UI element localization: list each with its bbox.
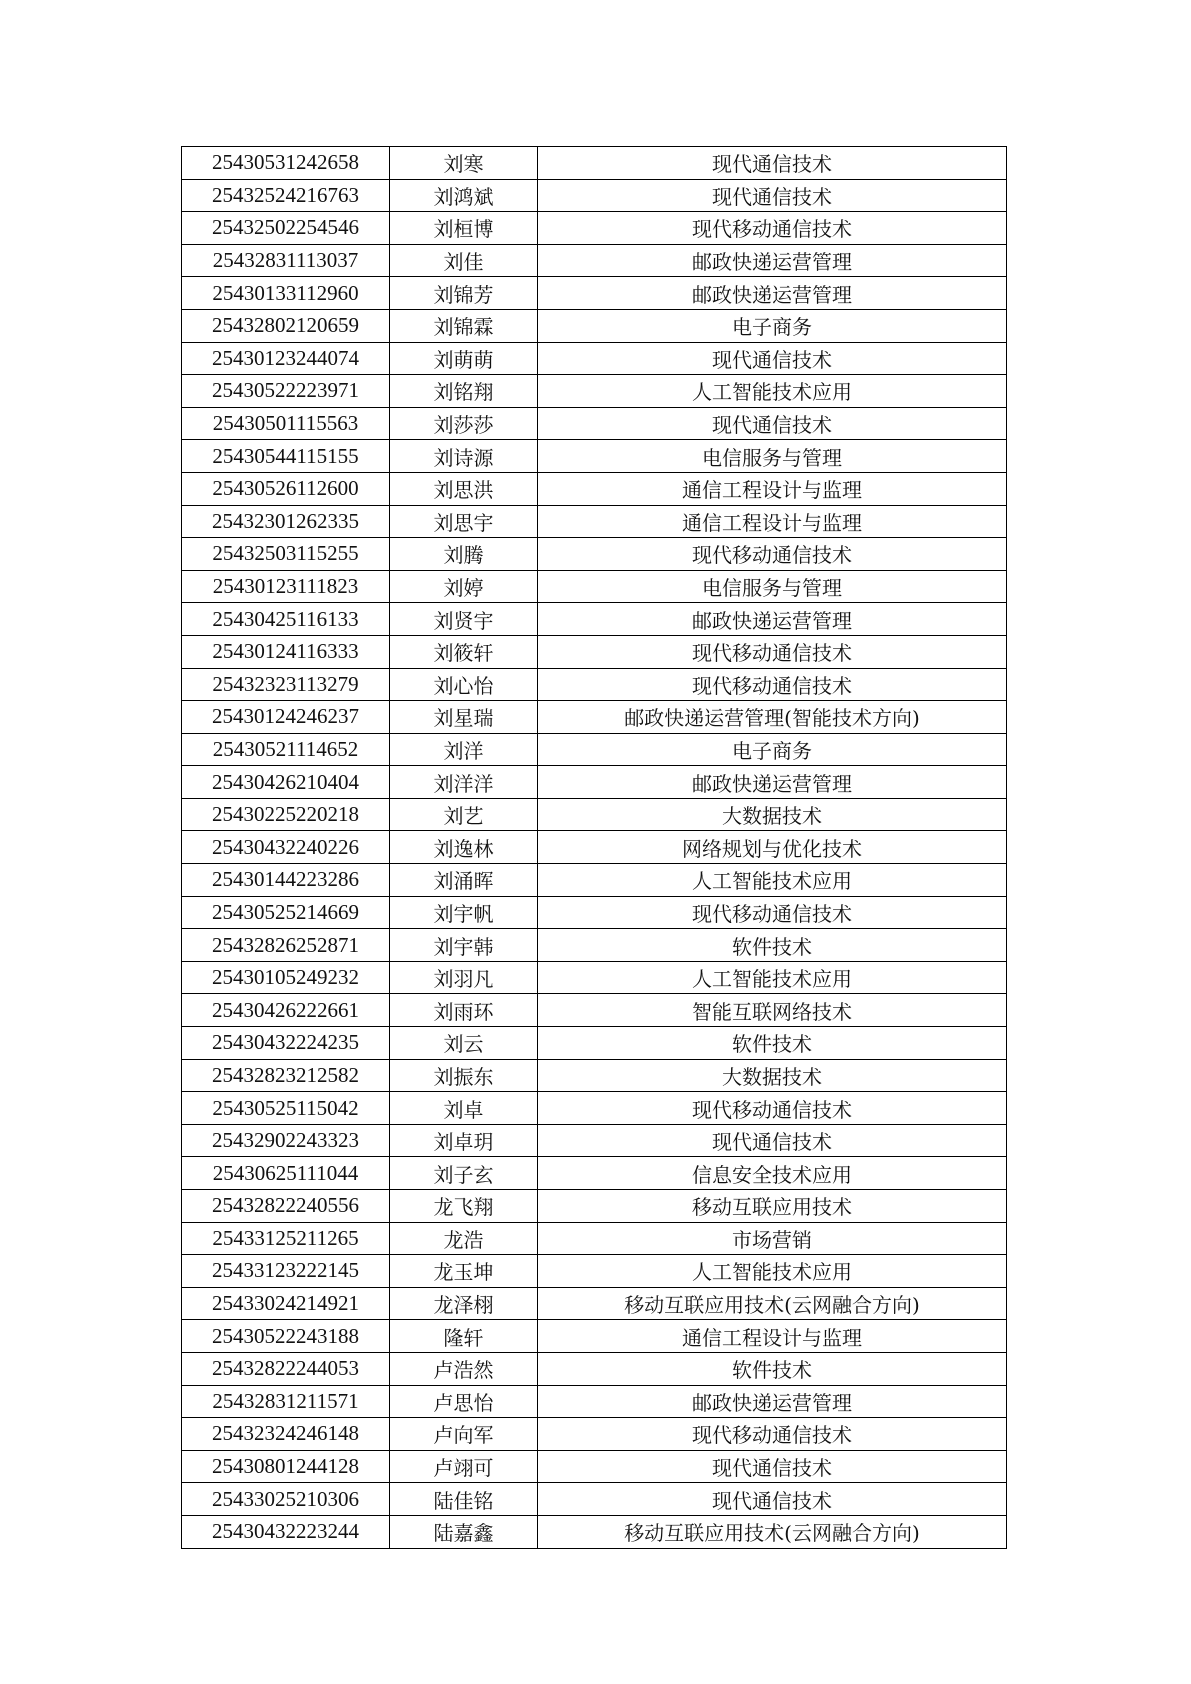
major-cell: 现代通信技术 (538, 1124, 1007, 1157)
student-name-cell: 陆嘉鑫 (390, 1515, 538, 1548)
table-row (182, 1418, 1007, 1451)
major-cell: 电子商务 (538, 309, 1007, 342)
table-row (182, 961, 1007, 994)
table-row (182, 1157, 1007, 1190)
candidate-number-cell: 25433025210306 (182, 1483, 390, 1516)
student-name-cell: 隆轩 (390, 1320, 538, 1353)
major-cell: 软件技术 (538, 929, 1007, 962)
candidate-number-cell: 25432826252871 (182, 929, 390, 962)
student-name-cell: 刘诗源 (390, 440, 538, 473)
table-row (182, 1483, 1007, 1516)
candidate-number-cell: 25430105249232 (182, 961, 390, 994)
candidate-number-cell: 25432902243323 (182, 1124, 390, 1157)
major-cell: 网络规划与优化技术 (538, 831, 1007, 864)
major-cell: 人工智能技术应用 (538, 961, 1007, 994)
major-cell: 移动互联应用技术(云网融合方向) (538, 1515, 1007, 1548)
major-cell: 邮政快递运营管理 (538, 277, 1007, 310)
candidate-number-cell: 25430521114652 (182, 733, 390, 766)
major-cell: 现代通信技术 (538, 179, 1007, 212)
student-name-cell: 刘筱轩 (390, 635, 538, 668)
major-cell: 现代移动通信技术 (538, 1092, 1007, 1125)
student-name-cell: 刘萌萌 (390, 342, 538, 375)
table-row (182, 1320, 1007, 1353)
candidate-number-cell: 25430501115563 (182, 407, 390, 440)
student-name-cell: 刘振东 (390, 1059, 538, 1092)
candidate-number-cell: 25430425116133 (182, 603, 390, 636)
major-cell: 软件技术 (538, 1352, 1007, 1385)
table-row (182, 1092, 1007, 1125)
table-row (182, 635, 1007, 668)
major-cell: 信息安全技术应用 (538, 1157, 1007, 1190)
candidate-number-cell: 25433123222145 (182, 1255, 390, 1288)
table-row (182, 505, 1007, 538)
student-name-cell: 陆佳铭 (390, 1483, 538, 1516)
table-row (182, 896, 1007, 929)
student-name-cell: 卢翊可 (390, 1450, 538, 1483)
major-cell: 软件技术 (538, 1027, 1007, 1060)
student-name-cell: 刘佳 (390, 244, 538, 277)
student-name-cell: 刘宇韩 (390, 929, 538, 962)
major-cell: 邮政快递运营管理(智能技术方向) (538, 701, 1007, 734)
student-name-cell: 刘鸿斌 (390, 179, 538, 212)
table-row (182, 1385, 1007, 1418)
candidate-number-cell: 25430432223244 (182, 1515, 390, 1548)
major-cell: 智能互联网络技术 (538, 994, 1007, 1027)
candidate-number-cell: 25432802120659 (182, 309, 390, 342)
table-row (182, 929, 1007, 962)
table-row (182, 603, 1007, 636)
major-cell: 现代移动通信技术 (538, 538, 1007, 571)
candidate-number-cell: 25430432240226 (182, 831, 390, 864)
major-cell: 大数据技术 (538, 1059, 1007, 1092)
student-name-cell: 龙飞翔 (390, 1190, 538, 1223)
major-cell: 人工智能技术应用 (538, 375, 1007, 408)
candidate-number-cell: 25430426222661 (182, 994, 390, 1027)
candidate-number-cell: 25432822244053 (182, 1352, 390, 1385)
major-cell: 现代移动通信技术 (538, 635, 1007, 668)
major-cell: 通信工程设计与监理 (538, 1320, 1007, 1353)
candidate-number-cell: 25430225220218 (182, 798, 390, 831)
student-name-cell: 刘云 (390, 1027, 538, 1060)
candidate-number-cell: 25430522223971 (182, 375, 390, 408)
student-name-cell: 刘腾 (390, 538, 538, 571)
candidate-number-cell: 25430526112600 (182, 472, 390, 505)
candidate-number-cell: 25432524216763 (182, 179, 390, 212)
candidate-number-cell: 25432831113037 (182, 244, 390, 277)
candidate-number-cell: 25430123111823 (182, 570, 390, 603)
major-cell: 现代通信技术 (538, 1483, 1007, 1516)
major-cell: 现代通信技术 (538, 407, 1007, 440)
table-row (182, 375, 1007, 408)
table-row (182, 1515, 1007, 1548)
table-row (182, 244, 1007, 277)
student-name-cell: 龙浩 (390, 1222, 538, 1255)
student-name-cell: 刘心怡 (390, 668, 538, 701)
major-cell: 大数据技术 (538, 798, 1007, 831)
table-row (182, 1450, 1007, 1483)
major-cell: 现代通信技术 (538, 147, 1007, 180)
major-cell: 通信工程设计与监理 (538, 472, 1007, 505)
candidate-number-cell: 25432823212582 (182, 1059, 390, 1092)
table-row (182, 701, 1007, 734)
major-cell: 现代通信技术 (538, 1450, 1007, 1483)
candidate-number-cell: 25432324246148 (182, 1418, 390, 1451)
candidate-number-cell: 25430544115155 (182, 440, 390, 473)
table-row (182, 342, 1007, 375)
candidate-number-cell: 25430426210404 (182, 766, 390, 799)
student-name-cell: 刘贤宇 (390, 603, 538, 636)
candidate-number-cell: 25430124116333 (182, 635, 390, 668)
student-name-cell: 卢浩然 (390, 1352, 538, 1385)
candidate-number-cell: 25432301262335 (182, 505, 390, 538)
major-cell: 现代移动通信技术 (538, 212, 1007, 245)
table-row (182, 472, 1007, 505)
student-name-cell: 刘思宇 (390, 505, 538, 538)
candidate-number-cell: 25430531242658 (182, 147, 390, 180)
major-cell: 电信服务与管理 (538, 570, 1007, 603)
candidate-number-cell: 25430432224235 (182, 1027, 390, 1060)
table-row (182, 994, 1007, 1027)
candidate-number-cell: 25432323113279 (182, 668, 390, 701)
student-name-cell: 刘洋 (390, 733, 538, 766)
candidate-number-cell: 25432503115255 (182, 538, 390, 571)
major-cell: 邮政快递运营管理 (538, 603, 1007, 636)
table-row (182, 440, 1007, 473)
candidate-number-cell: 25433024214921 (182, 1287, 390, 1320)
candidate-number-cell: 25430123244074 (182, 342, 390, 375)
student-name-cell: 刘婷 (390, 570, 538, 603)
candidate-number-cell: 25430133112960 (182, 277, 390, 310)
candidate-number-cell: 25432831211571 (182, 1385, 390, 1418)
student-name-cell: 刘卓玥 (390, 1124, 538, 1157)
student-name-cell: 龙泽栩 (390, 1287, 538, 1320)
major-cell: 邮政快递运营管理 (538, 244, 1007, 277)
table-row (182, 668, 1007, 701)
student-name-cell: 卢思怡 (390, 1385, 538, 1418)
student-name-cell: 刘莎莎 (390, 407, 538, 440)
table-row (182, 277, 1007, 310)
student-name-cell: 刘洋洋 (390, 766, 538, 799)
candidate-number-cell: 25430525115042 (182, 1092, 390, 1125)
major-cell: 电信服务与管理 (538, 440, 1007, 473)
major-cell: 邮政快递运营管理 (538, 766, 1007, 799)
student-name-cell: 龙玉坤 (390, 1255, 538, 1288)
table-row (182, 1190, 1007, 1223)
table-row (182, 766, 1007, 799)
major-cell: 现代移动通信技术 (538, 896, 1007, 929)
table-row (182, 147, 1007, 180)
student-name-cell: 刘逸林 (390, 831, 538, 864)
student-table-body (182, 147, 1007, 1549)
student-name-cell: 刘涌晖 (390, 864, 538, 897)
table-row (182, 212, 1007, 245)
candidate-number-cell: 25430625111044 (182, 1157, 390, 1190)
table-row (182, 1287, 1007, 1320)
student-name-cell: 刘锦霖 (390, 309, 538, 342)
table-row (182, 570, 1007, 603)
candidate-number-cell: 25432502254546 (182, 212, 390, 245)
student-name-cell: 刘星瑞 (390, 701, 538, 734)
table-row (182, 831, 1007, 864)
student-name-cell: 刘宇帆 (390, 896, 538, 929)
candidate-number-cell: 25430522243188 (182, 1320, 390, 1353)
table-row (182, 1352, 1007, 1385)
major-cell: 现代移动通信技术 (538, 668, 1007, 701)
major-cell: 移动互联应用技术 (538, 1190, 1007, 1223)
table-row (182, 309, 1007, 342)
major-cell: 邮政快递运营管理 (538, 1385, 1007, 1418)
student-table (181, 146, 1007, 1549)
student-name-cell: 刘铭翔 (390, 375, 538, 408)
student-name-cell: 刘艺 (390, 798, 538, 831)
student-name-cell: 刘思洪 (390, 472, 538, 505)
student-name-cell: 刘羽凡 (390, 961, 538, 994)
table-row (182, 733, 1007, 766)
candidate-number-cell: 25430144223286 (182, 864, 390, 897)
table-row (182, 1124, 1007, 1157)
table-row (182, 1255, 1007, 1288)
major-cell: 现代移动通信技术 (538, 1418, 1007, 1451)
major-cell: 电子商务 (538, 733, 1007, 766)
table-row (182, 864, 1007, 897)
table-row (182, 1059, 1007, 1092)
major-cell: 人工智能技术应用 (538, 864, 1007, 897)
table-row (182, 1027, 1007, 1060)
student-name-cell: 刘锦芳 (390, 277, 538, 310)
major-cell: 市场营销 (538, 1222, 1007, 1255)
major-cell: 移动互联应用技术(云网融合方向) (538, 1287, 1007, 1320)
student-name-cell: 刘卓 (390, 1092, 538, 1125)
table-row (182, 538, 1007, 571)
table-row (182, 798, 1007, 831)
table-row (182, 407, 1007, 440)
candidate-number-cell: 25432822240556 (182, 1190, 390, 1223)
table-row (182, 1222, 1007, 1255)
student-name-cell: 刘寒 (390, 147, 538, 180)
major-cell: 通信工程设计与监理 (538, 505, 1007, 538)
major-cell: 现代通信技术 (538, 342, 1007, 375)
table-row (182, 179, 1007, 212)
candidate-number-cell: 25430525214669 (182, 896, 390, 929)
student-name-cell: 卢向军 (390, 1418, 538, 1451)
candidate-number-cell: 25433125211265 (182, 1222, 390, 1255)
student-name-cell: 刘雨环 (390, 994, 538, 1027)
student-name-cell: 刘桓博 (390, 212, 538, 245)
candidate-number-cell: 25430801244128 (182, 1450, 390, 1483)
student-name-cell: 刘子玄 (390, 1157, 538, 1190)
major-cell: 人工智能技术应用 (538, 1255, 1007, 1288)
candidate-number-cell: 25430124246237 (182, 701, 390, 734)
